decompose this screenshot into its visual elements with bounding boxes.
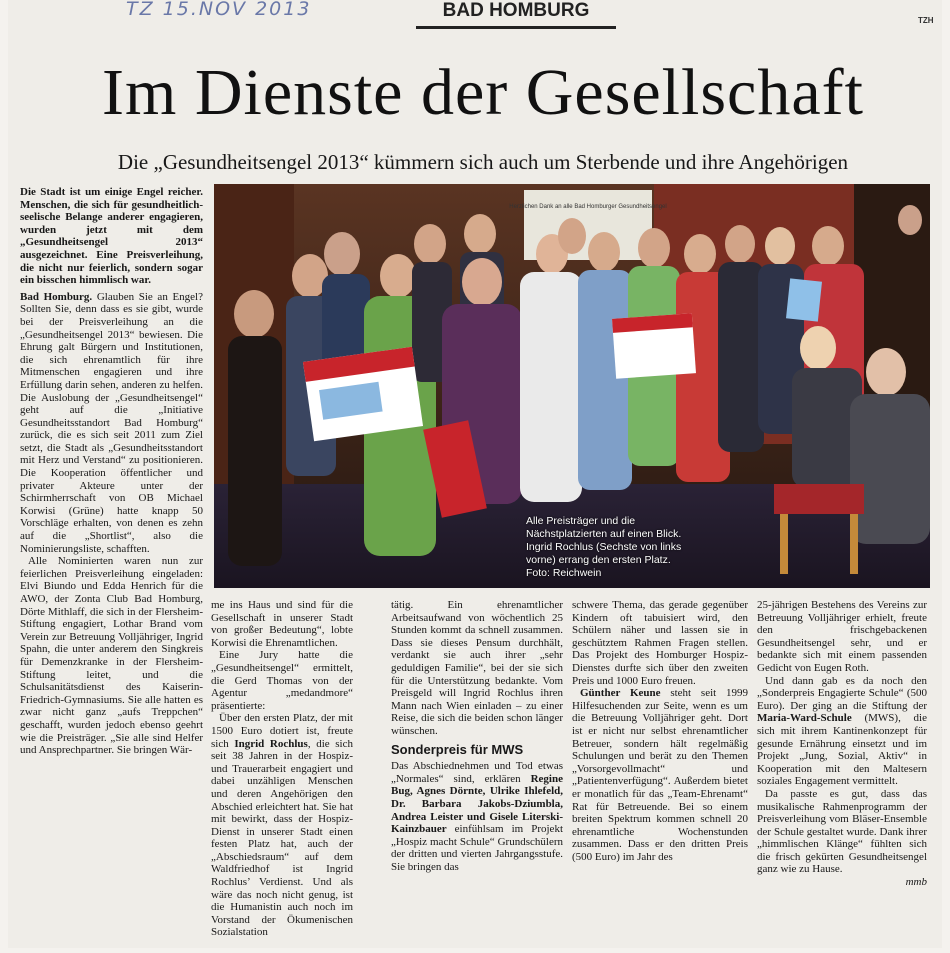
lead-paragraph: Die Stadt ist um einige Engel reicher. Menschen, die sich für gesundheitlich-seelische Belange anderer engagieren, wurden jetzt mit dem „Gesundheitsengel 2013“ ausgezeichnet. Eine Preisverleihung, die nicht nur feierlich, sondern sogar ein bisschen himmlisch war. xyxy=(20,186,203,287)
dateline: Bad Homburg. xyxy=(20,290,93,303)
subheading-sonderpreis: Sonderpreis für MWS xyxy=(391,741,524,757)
col5-paragraph-2-text-b: (MWS), die sich mit ihrem Kantinenkonzept für gesunde Ernährung einsetzt und im Projekt „Jung, Sozial, Aktiv“ in Kooperation mit den Maltesern soziales Engagement vermittelt. xyxy=(757,712,927,788)
section-title: BAD HOMBURG xyxy=(416,0,616,29)
col4-paragraph-2 xyxy=(572,687,748,863)
col3-paragraph-2-text-a: Das Abschiednehmen und Tod etwas „Normales“ sind, erklären xyxy=(391,760,563,785)
newspaper-clipping xyxy=(8,0,942,948)
column-3 xyxy=(391,599,563,939)
col5-paragraph-1: 25-jährigen Bestehens des Vereins zur Betreuung Volljähriger erhielt, freute den frischgebackenen Gesundheitsengel sehr, und er bedankte sich mit einem passenden Gedicht von Eugen Roth. xyxy=(757,599,927,674)
author-byline: mmb xyxy=(905,876,927,889)
article-headline: Im Dienste der Gesellschaft xyxy=(102,56,864,129)
col3-paragraph-2 xyxy=(391,760,563,873)
col3-paragraph-2-text-b: einfühlsam im Projekt „Hospiz macht Schule“ Grundschülern der dritten und vierten Jahrgangsstufe. Sie bringen das xyxy=(391,823,563,873)
col1-paragraph-2: Alle Nominierten waren nun zur feierlichen Preisverleihung eingeladen: Elvi Biundo und Edda Henrich für die AWO, der Zonta Club Bad Homburg, Dörte Mithlaff, die sich in der Flersheim-Stiftung engagiert, Lothar Brand vom Verein zur Betreuung Volljähriger, Ingrid Spahn, die unter anderem den Singkreis für Demenzkranke in der Flersheim-Stiftung leitet, und die Schulsanitätsdienst des Kaiserin-Friedrich-Gymnasiums. Sie alle hatten es zwar nicht ganz „aufs Treppchen“ geschafft, wurden jedoch ebenso geehrt wie die Preisträger. „Sie alle sind Helfer und Ansprechpartner. Sie bringen Wär- xyxy=(20,555,203,757)
col5-paragraph-3: Da passte es gut, dass das musikalische Rahmenprogramm der Preisverleihung vom Bläser-Ensemble der Schule gestaltet wurde. Dank ihrer „himmlischen Klänge“ fühlten sich die frisch gekürten Gesundheitsengel ganz wie zu Hause. xyxy=(757,787,927,876)
column-5 xyxy=(757,599,927,939)
col5-paragraph-2-text-a: Und dann gab es da noch den „Sonderpreis Engagierte Schule“ (500 Euro). Der ging an die Stiftung der xyxy=(757,674,927,712)
col5-paragraph-2 xyxy=(757,675,927,788)
col4-paragraph-2-text: steht seit 1999 Hilfesuchenden zur Seite, wenn es um die Betreuung Volljähriger geht. Dort ist er nicht nur selbst ehrenamtlicher Betreuer, sondern hält regelmäßig Schulungen und berät zu den Themen „Vorsorgevollmacht“ und „Patientenverfügung“. Außerdem bietet er monatlich für das „Team-Ehrenamt“ Rat für Betreuende. Bei so einem breiten Spektrum kommen schnell 20 ehrenamtliche Wochenstunden zusammen. Dass er den dritten Preis (500 Euro) im Jahr des xyxy=(572,687,748,863)
photo-caption: Alle Preisträger und die Nächstplatzierten auf einen Blick. Ingrid Rochlus (Sechste von links vorne) errang den ersten Platz. Foto: Reichwein xyxy=(526,515,682,579)
col2-paragraph-3 xyxy=(211,712,353,939)
screen-text: Herzlichen Dank an alle Bad Homburger Gesundheitsengel xyxy=(509,204,667,210)
section-code: TZH xyxy=(918,16,934,25)
col1-paragraph-1 xyxy=(20,291,203,555)
col1-paragraph-1-text: Glauben Sie an Engel? Sollten Sie, denn dass es sie gibt, wurde bei der Preisverleihung an die „Gesundheitsengel 2013“ bewiesen. Die Ehrung galt Bürgern und Institutionen, die sich ehrenamtlich für ihre Mitmenschen engagieren und ihre Erfüllung darin sehen, anderen zu helfen. Die Auslobung der „Gesundheitsengel“ geht auf die „Initiative Gesundheitsstandort Bad Homburg“ zurück, die es sich seit 2011 zum Ziel setzt, die Stadt als „Gesundheitsstandort mit Herz und Verstand“ zu positionieren. Die Kooperation öffentlicher und privater Akteure unter der Schirmherrschaft von OB Michael Korwisi (Grüne) hatte knapp 50 Vorschläge erhalten, von denen es zehn auf die „Shortlist“, also die Nominierungsliste, schafften. xyxy=(20,290,203,555)
col4-paragraph-1: schwere Thema, das gerade gegenüber Kindern oft tabuisiert wird, den Schülern näher und lassen sie in geschütztem Rahmen Fragen stellen. Das Projekt des Homburger Hospiz-Dienstes durfte sich über den zweiten Preis und 1000 Euro freuen. xyxy=(572,599,748,687)
col2-paragraph-3-text-b: , die sich seit 38 Jahren in der Hospiz- und Trauerarbeit engagiert und dabei unzähligen Menschen und deren Angehörigen den Abschied erleichtert hat. Sie hat mit bewirkt, dass der Hospiz-Dienst in unserer Stadt einen festen Platz hat, auch der „Abschiedsraum“ auf dem Waldfriedhof ist Ingrid Rochlus’ Verdienst. Und als wäre das noch nicht genug, ist die Humanistin auch noch im Vorstand der Ökumenischen Sozialstation xyxy=(211,737,353,939)
col3-paragraph-1: tätig. Ein ehrenamtlicher Arbeitsaufwand von wöchentlich 25 Stunden kommt da schnell zusammen. Dass sie dieses Pensum durchhält, verdankt sie auch ihrer „sehr geduldigen Familie“, bei der sie sich für die Unterstützung bedankte. Vom Preisgeld will Ingrid Rochlus ihren Mann nach Wien einladen – zu einer Reise, die sich die beiden schon länger wünschen. xyxy=(391,599,563,737)
winner-name: Ingrid Rochlus xyxy=(234,737,308,750)
column-4 xyxy=(572,599,748,939)
col2-paragraph-1: me ins Haus und sind für die Gesellschaft in unserer Stadt von großer Bedeutung“, lobte Korwisi die Ehrenamtlichen. xyxy=(211,599,353,649)
school-name: Maria-Ward-Schule xyxy=(757,712,852,725)
article-subheadline: Die „Gesundheitsengel 2013“ kümmern sich auch um Sterbende und ihre Angehörigen xyxy=(117,150,849,174)
chair xyxy=(774,484,864,514)
column-1 xyxy=(20,186,203,938)
col2-paragraph-3-text-a: Über den ersten Platz, der mit 1500 Euro dotiert ist, freute sich xyxy=(211,712,353,750)
col2-paragraph-2: Eine Jury hatte die „Gesundheitsengel“ ermittelt, die Gerd Thomas von der Agentur „medandmore“ präsentierte: xyxy=(211,649,353,712)
third-place-name: Günther Keune xyxy=(580,687,661,700)
handwritten-date: TZ 15.NOV 2013 xyxy=(126,0,312,20)
project-team-names: Regine Bug, Agnes Dörnte, Ulrike Ihlefeld, Dr. Barbara Jakobs-Dziumbla, Andrea Leister und Gisele Literski-Kainzbauer xyxy=(391,772,563,836)
column-2 xyxy=(211,599,353,939)
